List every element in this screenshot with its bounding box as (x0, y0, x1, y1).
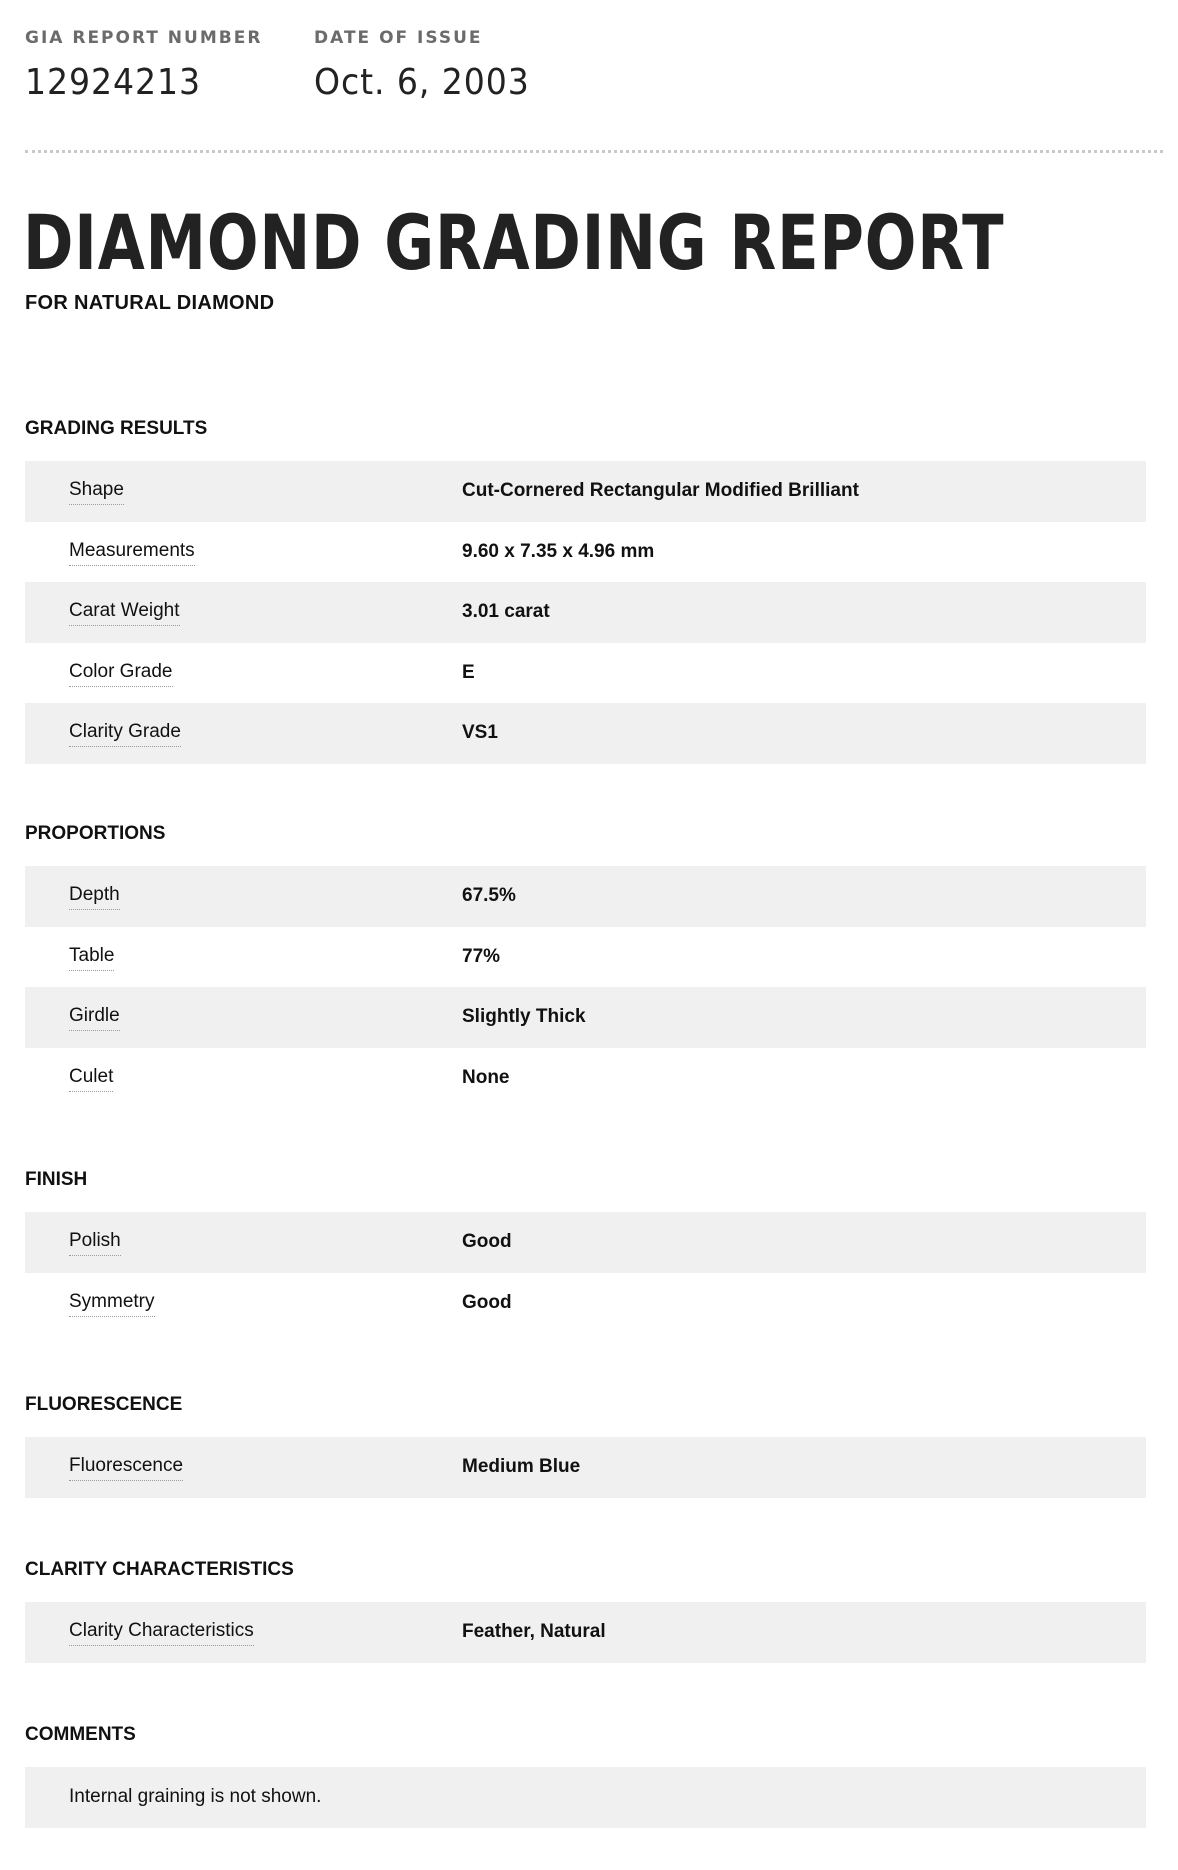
row-value-polish: Good (462, 1231, 512, 1253)
section-heading: CLARITY CHARACTERISTICS (25, 1559, 294, 1580)
row-value-symmetry: Good (462, 1291, 512, 1313)
date-of-issue-block (314, 26, 549, 105)
grading-results-table (25, 461, 1146, 764)
section-proportions (25, 822, 1146, 1108)
section-grading-results (25, 417, 1146, 764)
section-heading: GRADING RESULTS (25, 418, 208, 439)
section-comments (25, 1723, 1146, 1828)
section-heading: COMMENTS (25, 1724, 136, 1745)
row-value-table: 77% (462, 945, 501, 967)
table-row-color-grade (25, 643, 1146, 704)
table-row-shape (25, 461, 1146, 522)
row-label-measurements[interactable]: Measurements (69, 538, 195, 566)
header-divider (25, 150, 1163, 153)
comments-box (25, 1767, 1146, 1828)
page-subtitle: FOR NATURAL DIAMOND (25, 292, 275, 314)
section-heading: FINISH (25, 1169, 88, 1190)
row-label-depth[interactable]: Depth (69, 882, 120, 910)
report-number-block (25, 26, 262, 105)
row-label-fluorescence[interactable]: Fluorescence (69, 1453, 183, 1481)
row-value-depth: 67.5% (462, 885, 516, 907)
table-row-fluorescence (25, 1437, 1146, 1498)
row-label-color-grade[interactable]: Color Grade (69, 659, 173, 687)
fluorescence-table (25, 1437, 1146, 1498)
table-row-table (25, 927, 1146, 988)
report-number-label: GIA REPORT NUMBER (25, 28, 263, 48)
section-heading: PROPORTIONS (25, 823, 166, 844)
section-fluorescence (25, 1393, 1146, 1498)
row-label-table[interactable]: Table (69, 943, 114, 971)
table-row-polish (25, 1212, 1146, 1273)
date-of-issue-label: DATE OF ISSUE (314, 28, 483, 48)
row-label-clarity-characteristics[interactable]: Clarity Characteristics (69, 1618, 254, 1646)
page-title: DIAMOND GRADING REPORT (23, 198, 1005, 287)
comment-text: Internal graining is not shown. (69, 1786, 322, 1808)
table-row-symmetry (25, 1273, 1146, 1334)
table-row-clarity-grade (25, 703, 1146, 764)
clarity-characteristics-table (25, 1602, 1146, 1663)
section-clarity-characteristics (25, 1558, 1146, 1663)
row-label-girdle[interactable]: Girdle (69, 1003, 120, 1031)
comment-row (25, 1767, 1146, 1828)
row-label-shape[interactable]: Shape (69, 477, 124, 505)
date-of-issue: Oct. 6, 2003 (314, 62, 530, 103)
proportions-table (25, 866, 1146, 1108)
section-heading: FLUORESCENCE (25, 1394, 183, 1415)
row-label-carat-weight[interactable]: Carat Weight (69, 598, 180, 626)
row-value-clarity-grade: VS1 (462, 722, 498, 744)
table-row-measurements (25, 522, 1146, 583)
table-row-depth (25, 866, 1146, 927)
row-value-carat-weight: 3.01 carat (462, 601, 550, 623)
row-value-girdle: Slightly Thick (462, 1006, 586, 1028)
table-row-clarity-characteristics (25, 1602, 1146, 1663)
row-value-measurements: 9.60 x 7.35 x 4.96 mm (462, 540, 655, 562)
table-row-girdle (25, 987, 1146, 1048)
row-value-fluorescence: Medium Blue (462, 1456, 581, 1478)
row-value-clarity-characteristics: Feather, Natural (462, 1621, 606, 1643)
report-number: 12924213 (25, 62, 201, 103)
section-finish (25, 1168, 1146, 1333)
row-value-shape: Cut-Cornered Rectangular Modified Brilliant (462, 480, 859, 502)
row-label-clarity-grade[interactable]: Clarity Grade (69, 719, 181, 747)
table-row-carat-weight (25, 582, 1146, 643)
row-label-culet[interactable]: Culet (69, 1064, 113, 1092)
row-value-color-grade: E (462, 661, 475, 683)
finish-table (25, 1212, 1146, 1333)
row-value-culet: None (462, 1066, 510, 1088)
row-label-symmetry[interactable]: Symmetry (69, 1289, 155, 1317)
row-label-polish[interactable]: Polish (69, 1228, 121, 1256)
table-row-culet (25, 1048, 1146, 1109)
